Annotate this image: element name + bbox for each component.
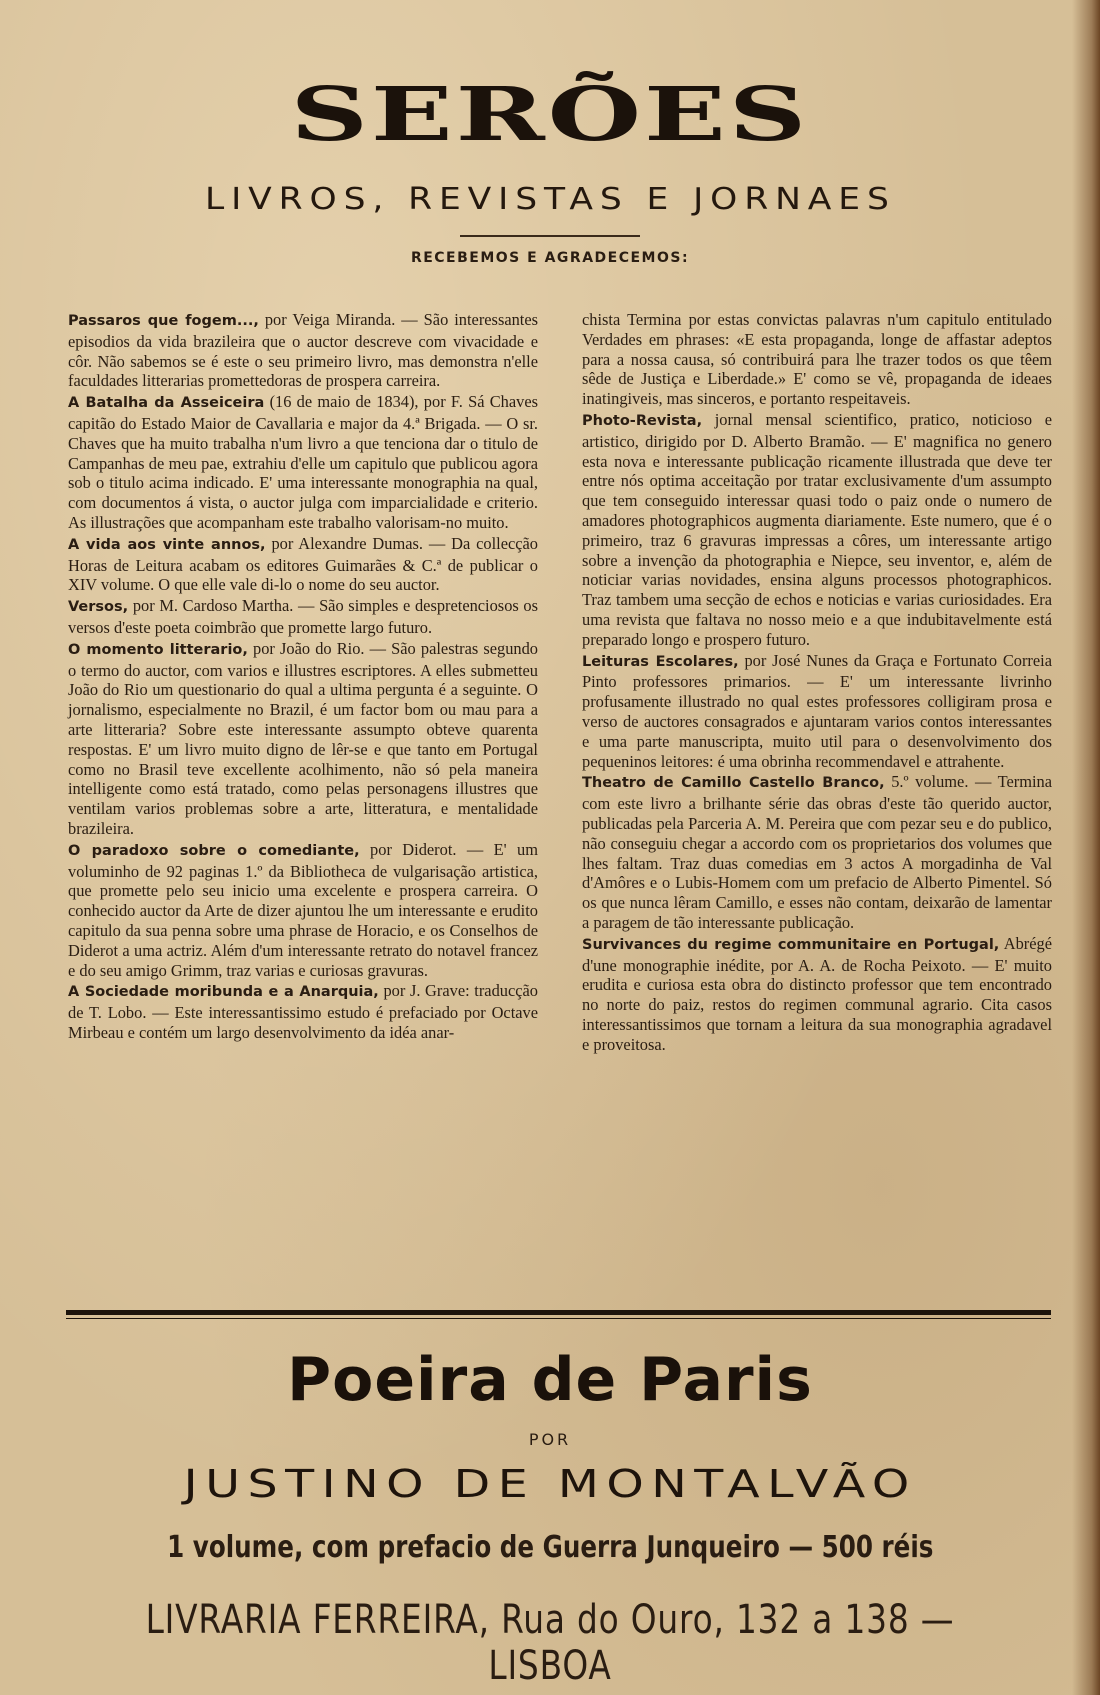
left-column [68, 310, 538, 1044]
review-entry [68, 840, 538, 981]
advert-por: POR [528, 1430, 572, 1449]
review-title: A Sociedade moribunda e a Anarquia, [68, 984, 379, 1001]
review-title: Theatro de Camillo Castello Branco, [582, 775, 885, 792]
review-entry [582, 651, 1052, 772]
review-title: Versos, [68, 599, 129, 616]
masthead [0, 72, 1100, 237]
review-text: por J. Grave: traducção de T. Lobo. — Este interessantissimo estudo é prefaciado por Octave Mirbeau e contém um largo desenvolvimento da idéa anar- [68, 981, 538, 1042]
review-entry [68, 981, 538, 1042]
review-text: (16 de maio de 1834), por F. Sá Chaves capitão do Estado Maior de Cavallaria e major da 4.ª Brigada. — O sr. Chaves que ha muito trabalha n'um livro a que tenciona dar o titulo de Campanhas de meu pae, extrahiu d'elle um capitulo que publicou agora sob o titulo acima indicado. E' uma interessante monographia na qual, com documentos á vista, o auctor julga com imparcialidade e criterio. As illustrações que acompanham este trabalho valorisam-no muito. [68, 392, 538, 532]
masthead-subtitle: LIVROS, REVISTAS E JORNAES [204, 182, 896, 217]
received-heading: RECEBEMOS E AGRADECEMOS: [410, 250, 690, 266]
review-text: por Alexandre Dumas. — Da collecção Horas de Leitura acabam os editores Guimarães & C.ª de publicar o XIV volume. O que elle vale di-lo o nome do seu auctor. [68, 533, 539, 595]
review-text: por José Nunes da Graça e Fortunato Correia Pinto professores primarios. — E' um interessante livrinho profusamente illustrado no qual estes professores colligiram prosa e verso de auctores consagrados e ajuntaram varios contos interessantes e uma parte manuscripta, muito util para o desenvolvimento dos pequeninos leitores: é uma obrinha recommendavel e attrahente. [582, 650, 1052, 771]
divider-thick [66, 1310, 1051, 1315]
review-text: chista Termina por estas convictas palavras n'um capitulo entitulado Verdades em phrases: «E esta propaganda, longe de affastar adeptos para a nossa causa, só contribuirá para lhe trazer todos os que têem sêde de Justiça e Liberdade.» E' como se vê, propaganda de ideaes inatingiveis, mas sinceros, e portanto respeitaveis. [582, 310, 1052, 409]
review-title: Photo-Revista, [582, 412, 703, 429]
masthead-rule [460, 235, 640, 237]
review-entry [68, 639, 538, 839]
review-title: Leituras Escolares, [582, 653, 739, 670]
advert-author-text: JUSTINO DE MONTALVÃO [183, 1462, 917, 1506]
review-title: Passaros que fogem..., [68, 313, 259, 329]
review-title: A Batalha da Asseiceira [68, 395, 265, 412]
review-text: por M. Cardoso Martha. — São simples e despretenciosos os versos d'este poeta coimbrão que promette largo futuro. [68, 596, 538, 637]
advert-author [0, 1462, 1100, 1506]
review-text: jornal mensal scientifico, pratico, noticioso e artistico, dirigido por D. Alberto Bramão. — E' magnifica no genero esta nova e interessante publicação ricamente illustrada que deve ter entre nós optima acceitação por tratar exclusivamente d'um assumpto que tem conseguido interessar quasi todo o paiz onde o numero de amadores photographicos augmenta diariamente. Este numero, que é o primeiro, traz 6 gravuras impressas a côres, um interessante artigo sobre a invenção da photographia e Niepce, seu inventor, e, além de noticiar varias novidades, ensina alguns processos photographicos. Traz tambem uma secção de echos e noticias e varias curiosidades. Era uma revista que faltava no nosso meio e a que indubitavelmente está preparado longo e prospero futuro. [582, 409, 1052, 649]
review-title: Survivances du regime communitaire en Portugal, [582, 936, 1000, 953]
advert-shop [0, 1597, 1100, 1689]
right-column [582, 310, 1052, 1055]
review-entry [68, 310, 538, 391]
review-title: O paradoxo sobre o comediante, [68, 842, 360, 859]
advert-volume-text: 1 volume, com prefacio de Guerra Junqueiro — 500 réis [166, 1530, 934, 1565]
divider-thin [66, 1318, 1051, 1319]
review-text: por Diderot. — E' um voluminho de 92 paginas 1.º da Bibliotheca de vulgarisação artistica, que promette pelo seu inicio uma excelente e prospera carreira. O conhecido auctor da Arte de dizer ajuntou lhe um interessante e erudito capitulo da sua penna sobre uma phrase de Horacio, e os Conselhos de Diderot a uma actriz. Além d'um interessante retrato do notavel francez e do seu amigo Grimm, traz varias e curiosas gravuras. [68, 839, 538, 980]
review-entry [68, 534, 538, 595]
advert-volume [0, 1530, 1100, 1565]
review-title: A vida aos vinte annos, [68, 536, 266, 553]
review-entry [582, 934, 1052, 1055]
review-entry [68, 596, 538, 638]
review-text: por João do Rio. — São palestras segundo o termo do auctor, com varios e illustres escriptores. A elles submetteu João do Rio um questionario do qual a ultima pergunta é a seguinte. O jornalismo, especialmente no Brazil, é um factor bom ou mau para a arte litteraria? Sobre este interessante assumpto obteve quarenta respostas. E' um livro muito digno de lêr-se e que tanto em Portugal como no Brasil teve excellente acolhimento, não só pela maneira intelligente como está tratado, como pelas personagens illustres que ventilam varios problemas sobre a arte, litteratura, e mentalidade brazileira. [68, 638, 539, 838]
review-text: 5.º volume. — Termina com este livro a brilhante série das obras d'este tão querido auctor, publicadas pela Parceria A. M. Pereira que com pezar seu e do publico, não conseguiu chegar a accordo com os proprietarios dos volumes que lhes faltam. Traz duas comedias em 3 actos A morgadinha de Val d'Amôres e o Lubis-Homem com um prefacio de Alberto Pimentel. Só os que nunca lêram Camillo, e esses não contam, deixarão de lamentar a paragem de tão interessante publicação. [582, 772, 1053, 932]
masthead-title: SERÕES [290, 72, 810, 158]
review-entry [68, 392, 538, 533]
advert-shop-text: LIVRARIA FERREIRA, Rua do Ouro, 132 a 138 — LISBOA [145, 1597, 955, 1689]
review-title: O momento litterario, [68, 641, 248, 658]
advert-title: Poeira de Paris [287, 1345, 813, 1415]
review-entry [582, 310, 1052, 409]
review-text: por Veiga Miranda. — São interessantes episodios da vida brazileira que o auctor descreve com vivacidade e côr. Não sabemos se é este o seu primeiro livro, mas demonstra n'elle faculdades litterarias promettedoras de prospera carreira. [68, 310, 538, 391]
review-entry [582, 772, 1052, 932]
review-entry [582, 410, 1052, 650]
review-text: Abrégé d'une monographie inédite, por A. A. de Rocha Peixoto. — E' muito erudita e curiosa esta obra do distincto professor que tem encontrado no norte do paiz, restos do regimen communal agrario. Cita casos interessantissimos que tornam a leitura da sua monographia agradavel e proveitosa. [582, 933, 1052, 1054]
